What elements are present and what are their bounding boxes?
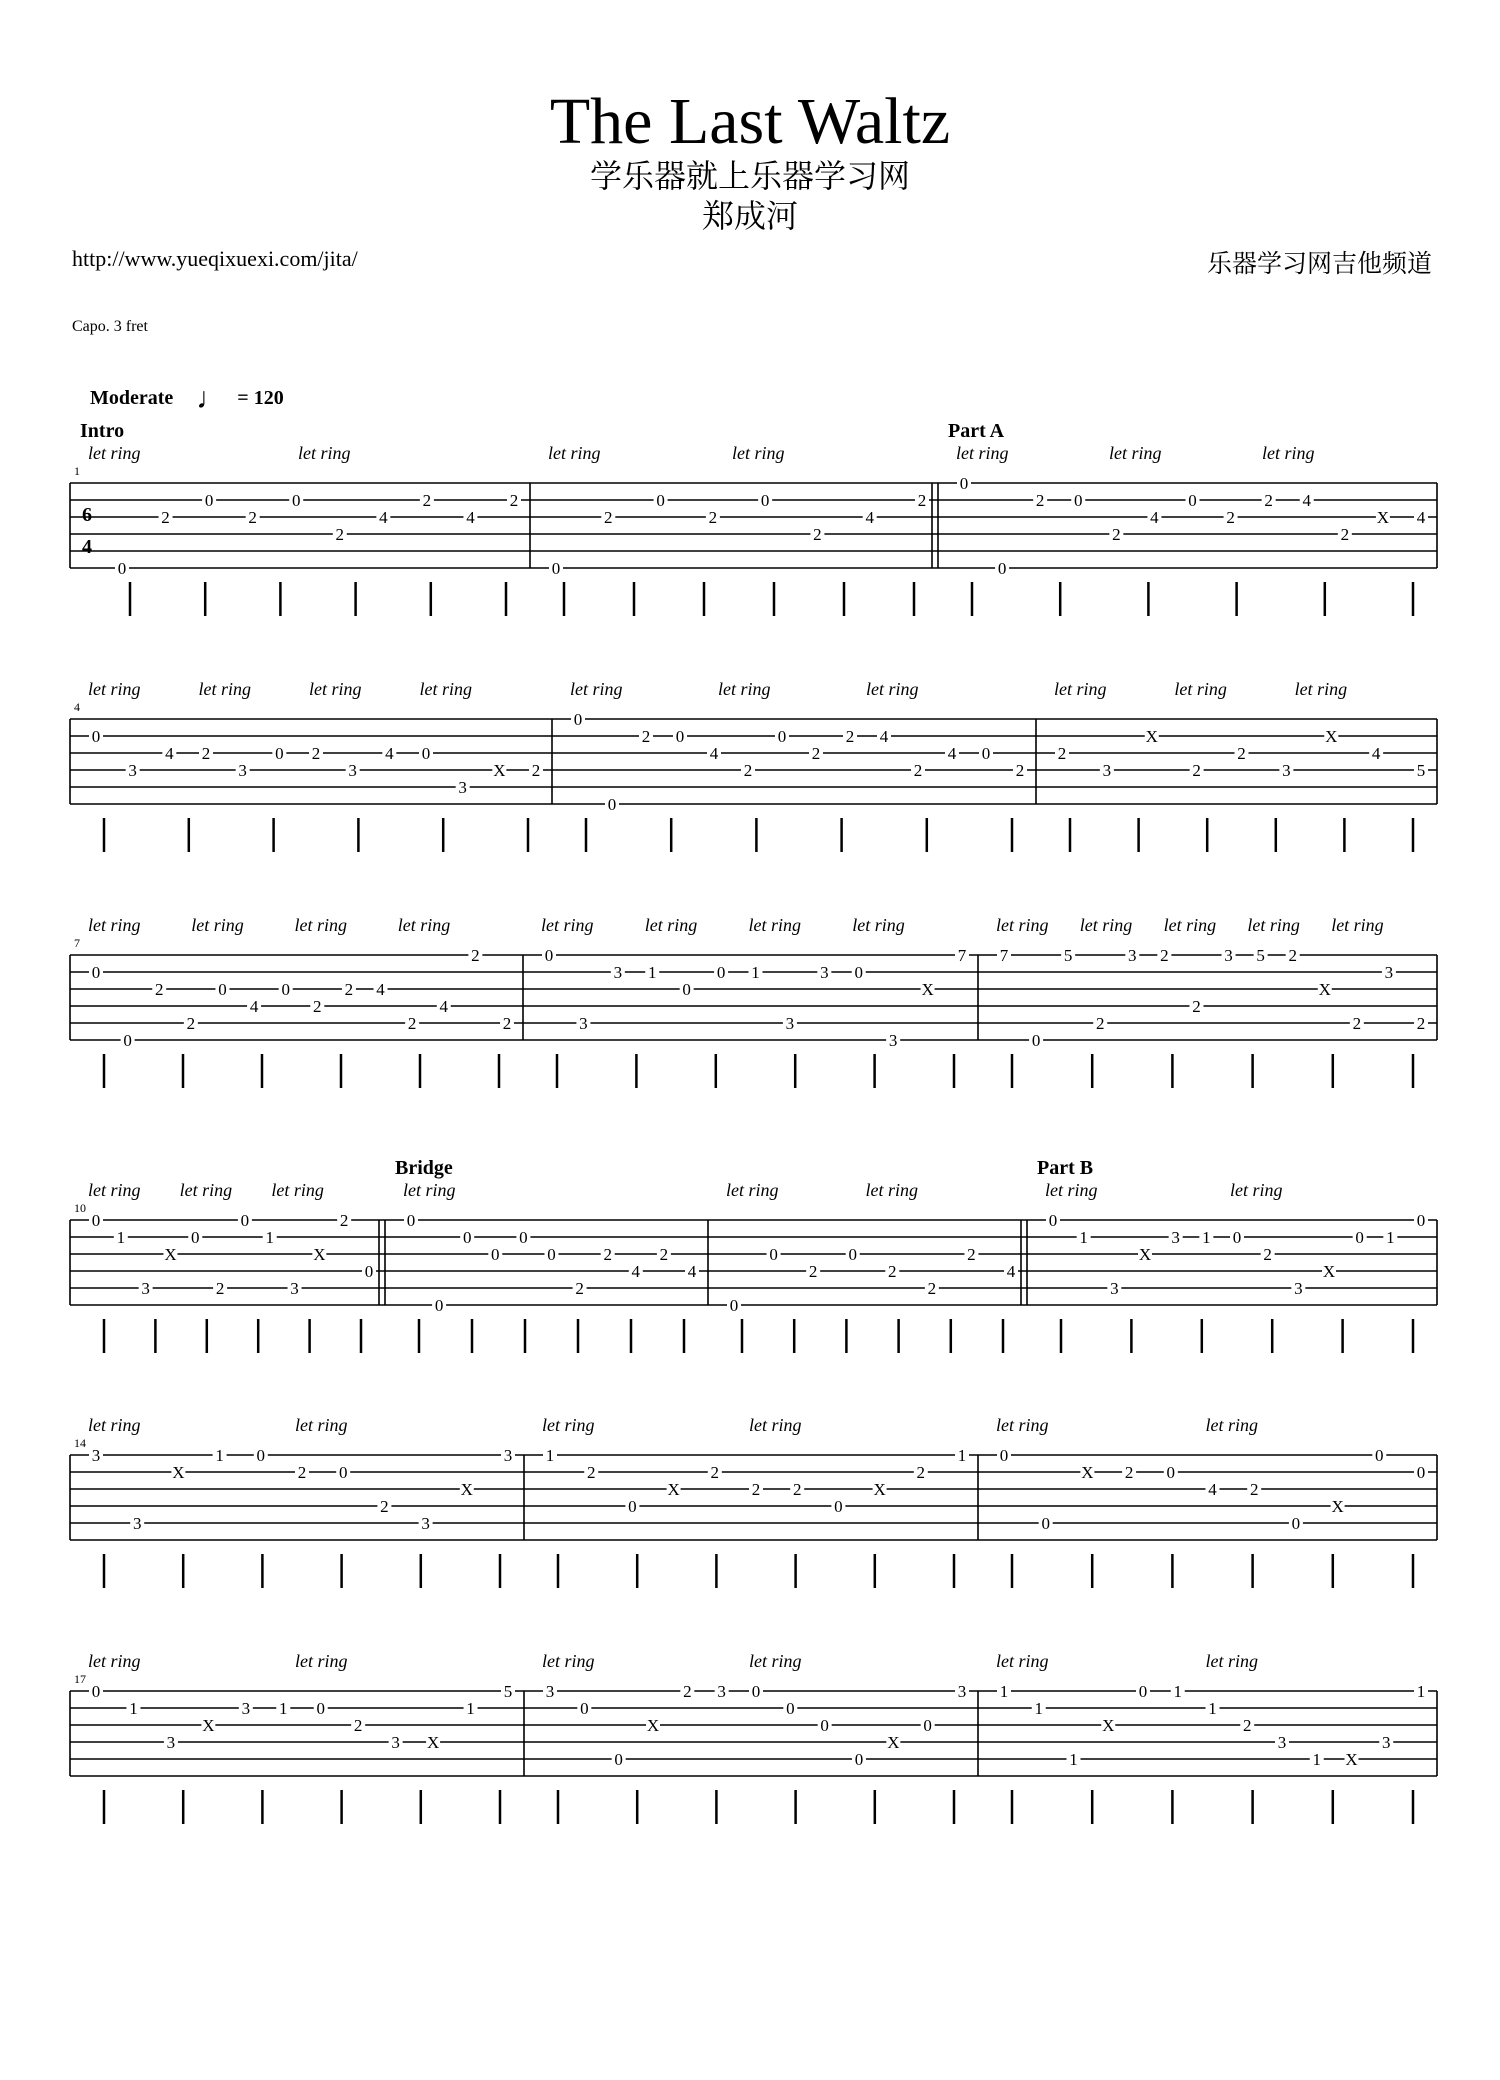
fret-number: 2: [792, 1480, 802, 1499]
fret-number: 0: [999, 1446, 1009, 1465]
fret-number: 2: [1416, 1014, 1426, 1033]
fret-number: 0: [580, 1699, 589, 1718]
fret-number: 2: [811, 744, 821, 763]
fret-number: 3: [820, 963, 829, 982]
let-ring-marking: let ring: [1174, 679, 1227, 699]
fret-number: 0: [491, 1245, 500, 1264]
fret-number: X: [172, 1463, 185, 1482]
fret-number: 2: [1095, 1014, 1105, 1033]
fret-number: 0: [91, 1682, 101, 1701]
song-title: The Last Waltz: [549, 85, 951, 158]
let-ring-marking: let ring: [198, 679, 251, 699]
section-label: Part A: [948, 420, 1005, 442]
fret-number: 2: [743, 761, 753, 780]
fret-number: 0: [1232, 1228, 1242, 1247]
source-url[interactable]: http://www.yueqixuexi.com/jita/: [72, 246, 358, 271]
fret-number: 3: [290, 1279, 299, 1298]
fret-number: 2: [471, 946, 480, 965]
fret-number: 2: [380, 1497, 389, 1516]
fret-number: 5: [1256, 946, 1265, 965]
fret-number: 0: [573, 710, 583, 729]
fret-number: 1: [116, 1228, 126, 1247]
fret-number: 2: [917, 491, 927, 510]
fret-number: 2: [297, 1463, 307, 1482]
let-ring-marking: let ring: [179, 1180, 233, 1200]
section-label: Bridge: [395, 1157, 453, 1179]
fret-number: 4: [1416, 508, 1426, 527]
let-ring-marking: let ring: [1262, 443, 1315, 463]
fret-number: 2: [967, 1245, 976, 1264]
fret-number: 3: [1171, 1228, 1180, 1247]
fret-number: X: [1102, 1716, 1115, 1735]
fret-number: 4: [379, 508, 388, 527]
let-ring-marking: let ring: [956, 443, 1009, 463]
fret-number: 2: [311, 744, 321, 763]
fret-number: 4: [1150, 508, 1159, 527]
let-ring-marking: let ring: [397, 915, 451, 935]
fret-number: 1: [648, 963, 657, 982]
let-ring-marking: let ring: [295, 1415, 348, 1435]
fret-number: 2: [575, 1279, 584, 1298]
fret-number: 2: [1112, 525, 1121, 544]
fret-number: 0: [716, 963, 726, 982]
fret-number: 1: [999, 1682, 1009, 1701]
measure-number: 1: [74, 464, 80, 478]
let-ring-marking: let ring: [996, 1415, 1049, 1435]
fret-number: 2: [751, 1480, 761, 1499]
fret-number: 0: [434, 1296, 444, 1315]
fret-number: 2: [913, 761, 923, 780]
fret-number: 2: [422, 491, 432, 510]
fret-number: 0: [316, 1699, 325, 1718]
fret-number: 2: [1288, 946, 1297, 965]
let-ring-marking: let ring: [542, 1651, 595, 1671]
fret-number: 2: [708, 508, 718, 527]
let-ring-marking: let ring: [542, 1415, 595, 1435]
fret-number: 7: [999, 946, 1009, 965]
fret-number: 0: [240, 1211, 250, 1230]
let-ring-marking: let ring: [295, 1651, 348, 1671]
fret-number: 0: [406, 1211, 416, 1230]
fret-number: 2: [161, 508, 170, 527]
let-ring-marking: let ring: [1163, 915, 1217, 935]
fret-number: 0: [91, 727, 101, 746]
let-ring-marking: let ring: [749, 1651, 802, 1671]
fret-number: 3: [348, 761, 357, 780]
time-signature-top: 6: [82, 504, 92, 526]
fret-number: 4: [376, 980, 385, 999]
fret-number: 2: [186, 1014, 196, 1033]
fret-number: 0: [91, 963, 101, 982]
fret-number: 0: [1166, 1463, 1176, 1482]
fret-number: 3: [1384, 963, 1394, 982]
fret-number: 0: [547, 1245, 556, 1264]
fret-number: 4: [1006, 1262, 1016, 1281]
fret-number: 3: [1128, 946, 1137, 965]
fret-number: 0: [1048, 1211, 1058, 1230]
fret-number: 2: [313, 997, 322, 1016]
fret-number: 3: [1382, 1733, 1391, 1752]
fret-number: 2: [1352, 1014, 1362, 1033]
fret-number: X: [667, 1480, 680, 1499]
let-ring-marking: let ring: [996, 1651, 1049, 1671]
fret-number: X: [313, 1245, 326, 1264]
fret-number: 0: [117, 559, 127, 578]
let-ring-marking: let ring: [1331, 915, 1384, 935]
fret-number: 3: [458, 778, 467, 797]
fret-number: 0: [820, 1716, 829, 1735]
fret-number: 4: [631, 1262, 641, 1281]
fret-number: 0: [777, 727, 787, 746]
let-ring-marking: let ring: [1230, 1180, 1283, 1200]
fret-number: 1: [545, 1446, 555, 1465]
let-ring-marking: let ring: [309, 679, 362, 699]
fret-number: X: [1138, 1245, 1152, 1264]
fret-number: 0: [338, 1463, 348, 1482]
let-ring-marking: let ring: [541, 915, 594, 935]
capo-marking: Capo. 3 fret: [72, 318, 148, 335]
let-ring-marking: let ring: [865, 1180, 918, 1200]
let-ring-marking: let ring: [1045, 1180, 1098, 1200]
fret-number: 4: [165, 744, 174, 763]
fret-number: 0: [607, 795, 617, 814]
fret-number: 2: [509, 491, 519, 510]
fret-number: 3: [888, 1031, 898, 1050]
fret-number: 0: [628, 1497, 637, 1516]
fret-number: 3: [421, 1514, 430, 1533]
fret-number: X: [1322, 1262, 1336, 1281]
author-name: 郑成河: [701, 197, 798, 235]
fret-number: 2: [845, 727, 855, 746]
fret-number: 1: [1312, 1750, 1321, 1769]
fret-number: 1: [279, 1699, 288, 1718]
fret-number: 0: [519, 1228, 528, 1247]
measure-number: 10: [74, 1201, 86, 1215]
fret-number: 0: [123, 1031, 132, 1050]
fret-number: 0: [1416, 1211, 1426, 1230]
let-ring-marking: let ring: [88, 1180, 141, 1200]
fret-number: 3: [238, 761, 247, 780]
time-signature-bottom: 4: [82, 536, 92, 558]
fret-number: 1: [751, 963, 760, 982]
let-ring-marking: let ring: [1247, 915, 1300, 935]
tempo-value: = 120: [237, 387, 284, 409]
fret-number: X: [1081, 1463, 1094, 1482]
fret-number: 0: [1291, 1514, 1301, 1533]
section-label: Intro: [80, 420, 125, 442]
fret-number: 4: [709, 744, 719, 763]
measure-number: 14: [74, 1436, 86, 1450]
fret-number: 2: [1057, 744, 1067, 763]
fret-number: 2: [1263, 1245, 1272, 1264]
fret-number: 2: [215, 1279, 225, 1298]
fret-number: X: [460, 1480, 473, 1499]
fret-number: 0: [462, 1228, 472, 1247]
section-label: Part B: [1037, 1157, 1094, 1179]
fret-number: 4: [249, 997, 259, 1016]
fret-number: 5: [503, 1682, 513, 1701]
fret-number: 2: [1192, 997, 1201, 1016]
fret-number: 3: [579, 1014, 588, 1033]
fret-number: 0: [218, 980, 227, 999]
let-ring-marking: let ring: [403, 1180, 456, 1200]
let-ring-marking: let ring: [191, 915, 244, 935]
quarter-note-icon: ♩: [196, 382, 227, 415]
fret-number: 2: [1192, 761, 1201, 780]
fret-number: 2: [927, 1279, 937, 1298]
fret-number: X: [1325, 727, 1338, 746]
let-ring-marking: let ring: [718, 679, 771, 699]
fret-number: 3: [1294, 1279, 1303, 1298]
let-ring-marking: let ring: [88, 679, 141, 699]
fret-number: 0: [91, 1211, 101, 1230]
fret-number: X: [1318, 980, 1331, 999]
fret-number: X: [1376, 508, 1390, 527]
fret-number: 1: [1416, 1682, 1426, 1701]
let-ring-marking: let ring: [748, 915, 801, 935]
fret-number: 0: [682, 980, 691, 999]
subtitle: 学乐器就上乐器学习网: [589, 157, 910, 195]
fret-number: 3: [166, 1733, 176, 1752]
fret-number: 1: [1079, 1228, 1088, 1247]
fret-number: 0: [981, 744, 991, 763]
fret-number: 0: [997, 559, 1007, 578]
fret-number: X: [1145, 727, 1158, 746]
fret-number: X: [426, 1733, 440, 1752]
fret-number: 0: [729, 1296, 739, 1315]
fret-number: 2: [1340, 525, 1350, 544]
fret-number: 4: [1371, 744, 1381, 763]
fret-number: 1: [957, 1446, 967, 1465]
fret-number: 4: [439, 997, 449, 1016]
let-ring-marking: let ring: [732, 443, 785, 463]
fret-number: 2: [813, 525, 822, 544]
fret-number: 2: [154, 980, 164, 999]
fret-number: 3: [785, 1014, 795, 1033]
measure-number: 4: [74, 700, 80, 714]
fret-number: 1: [1069, 1750, 1078, 1769]
fret-number: 1: [129, 1699, 138, 1718]
fret-number: X: [887, 1733, 900, 1752]
fret-number: 0: [551, 559, 561, 578]
tempo-label: Moderate: [90, 387, 174, 409]
let-ring-marking: let ring: [1109, 443, 1162, 463]
fret-number: 0: [256, 1446, 266, 1465]
let-ring-marking: let ring: [1294, 679, 1348, 699]
fret-number: 2: [1124, 1463, 1134, 1482]
fret-number: 0: [1188, 491, 1197, 510]
fret-number: 0: [959, 474, 969, 493]
let-ring-marking: let ring: [1205, 1651, 1258, 1671]
fret-number: 0: [760, 491, 770, 510]
fret-number: 0: [923, 1716, 932, 1735]
fret-number: 0: [1375, 1446, 1384, 1465]
fret-number: 3: [1224, 946, 1233, 965]
let-ring-marking: let ring: [726, 1180, 779, 1200]
fret-number: 1: [265, 1228, 274, 1247]
fret-number: 0: [421, 744, 431, 763]
fret-number: X: [1331, 1497, 1344, 1516]
fret-number: 0: [544, 946, 554, 965]
fret-number: 1: [1173, 1682, 1182, 1701]
fret-number: X: [202, 1716, 215, 1735]
fret-number: 0: [675, 727, 685, 746]
fret-number: 0: [834, 1497, 843, 1516]
fret-number: 2: [808, 1262, 818, 1281]
fret-number: 3: [1282, 761, 1291, 780]
fret-number: 3: [141, 1279, 150, 1298]
fret-number: 2: [339, 1211, 349, 1230]
fret-number: 0: [1031, 1031, 1041, 1050]
fret-number: 2: [604, 508, 613, 527]
fret-number: 2: [1249, 1480, 1259, 1499]
fret-number: 0: [854, 1750, 864, 1769]
fret-number: 3: [503, 1446, 513, 1465]
fret-number: 2: [502, 1014, 512, 1033]
let-ring-marking: let ring: [1205, 1415, 1258, 1435]
measure-number: 7: [74, 936, 80, 950]
fret-number: 1: [1202, 1228, 1211, 1247]
fret-number: 3: [91, 1446, 101, 1465]
let-ring-marking: let ring: [852, 915, 905, 935]
fret-number: 2: [1160, 946, 1169, 965]
fret-number: 2: [248, 508, 257, 527]
fret-number: 4: [1302, 491, 1311, 510]
fret-number: 4: [865, 508, 874, 527]
let-ring-marking: let ring: [88, 1415, 141, 1435]
fret-number: 1: [466, 1699, 475, 1718]
fret-number: 3: [132, 1514, 142, 1533]
fret-number: 4: [385, 744, 394, 763]
fret-number: 1: [1034, 1699, 1043, 1718]
fret-number: 0: [281, 980, 290, 999]
fret-number: X: [1345, 1750, 1358, 1769]
fret-number: 0: [854, 963, 863, 982]
fret-number: 0: [848, 1245, 857, 1264]
let-ring-marking: let ring: [570, 679, 623, 699]
fret-number: 2: [1237, 744, 1246, 763]
fret-number: 3: [241, 1699, 251, 1718]
fret-number: 0: [1041, 1514, 1050, 1533]
fret-number: 3: [717, 1682, 726, 1701]
let-ring-marking: let ring: [1079, 915, 1133, 935]
measure-number: 17: [74, 1672, 86, 1686]
let-ring-marking: let ring: [548, 443, 601, 463]
fret-number: 0: [769, 1245, 778, 1264]
let-ring-marking: let ring: [298, 443, 351, 463]
fret-number: 5: [1416, 761, 1426, 780]
fret-number: 0: [1138, 1682, 1148, 1701]
let-ring-marking: let ring: [419, 679, 472, 699]
fret-number: 1: [1386, 1228, 1395, 1247]
fret-number: 0: [1355, 1228, 1364, 1247]
fret-number: 1: [215, 1446, 224, 1465]
let-ring-marking: let ring: [294, 915, 347, 935]
fret-number: 3: [391, 1733, 400, 1752]
let-ring-marking: let ring: [88, 1651, 141, 1671]
fret-number: 2: [407, 1014, 417, 1033]
fret-number: 0: [751, 1682, 761, 1701]
fret-number: 2: [1243, 1716, 1252, 1735]
fret-number: 3: [1277, 1733, 1287, 1752]
fret-number: 2: [641, 727, 651, 746]
fret-number: 2: [1035, 491, 1045, 510]
let-ring-marking: let ring: [644, 915, 698, 935]
fret-number: X: [646, 1716, 660, 1735]
fret-number: 3: [957, 1682, 967, 1701]
fret-number: 4: [687, 1262, 697, 1281]
fret-number: 2: [1015, 761, 1025, 780]
let-ring-marking: let ring: [88, 915, 141, 935]
fret-number: 0: [656, 491, 665, 510]
let-ring-marking: let ring: [88, 443, 141, 463]
fret-number: 4: [466, 508, 475, 527]
fret-number: 2: [353, 1716, 363, 1735]
fret-number: X: [164, 1245, 177, 1264]
fret-number: X: [921, 980, 934, 999]
fret-number: 0: [614, 1750, 623, 1769]
fret-number: 3: [613, 963, 623, 982]
fret-number: 2: [1264, 491, 1273, 510]
let-ring-marking: let ring: [996, 915, 1049, 935]
fret-number: 2: [344, 980, 354, 999]
fret-number: 0: [275, 744, 284, 763]
fret-number: 4: [947, 744, 957, 763]
fret-number: 2: [531, 761, 541, 780]
fret-number: 1: [1208, 1699, 1217, 1718]
fret-number: 7: [957, 946, 967, 965]
fret-number: 2: [710, 1463, 720, 1482]
fret-number: 3: [1110, 1279, 1119, 1298]
fret-number: 2: [335, 525, 345, 544]
fret-number: 0: [1416, 1463, 1426, 1482]
fret-number: 0: [364, 1262, 374, 1281]
fret-number: 2: [1226, 508, 1235, 527]
fret-number: 0: [786, 1699, 795, 1718]
fret-number: 0: [204, 491, 214, 510]
let-ring-marking: let ring: [866, 679, 919, 699]
fret-number: 4: [1208, 1480, 1217, 1499]
fret-number: 2: [586, 1463, 596, 1482]
fret-number: 0: [291, 491, 301, 510]
fret-number: 0: [1074, 491, 1083, 510]
fret-number: 2: [683, 1682, 692, 1701]
let-ring-marking: let ring: [749, 1415, 802, 1435]
fret-number: 2: [916, 1463, 926, 1482]
channel-name: 乐器学习网吉他频道: [1206, 249, 1432, 278]
let-ring-marking: let ring: [271, 1180, 324, 1200]
fret-number: 2: [659, 1245, 669, 1264]
fret-number: 3: [1102, 761, 1112, 780]
fret-number: 5: [1063, 946, 1073, 965]
fret-number: 2: [888, 1262, 897, 1281]
fret-number: X: [873, 1480, 886, 1499]
let-ring-marking: let ring: [1054, 679, 1107, 699]
fret-number: 2: [201, 744, 211, 763]
fret-number: 3: [128, 761, 137, 780]
fret-number: X: [493, 761, 506, 780]
fret-number: 3: [545, 1682, 555, 1701]
fret-number: 0: [191, 1228, 200, 1247]
fret-number: 2: [603, 1245, 612, 1264]
fret-number: 4: [879, 727, 889, 746]
